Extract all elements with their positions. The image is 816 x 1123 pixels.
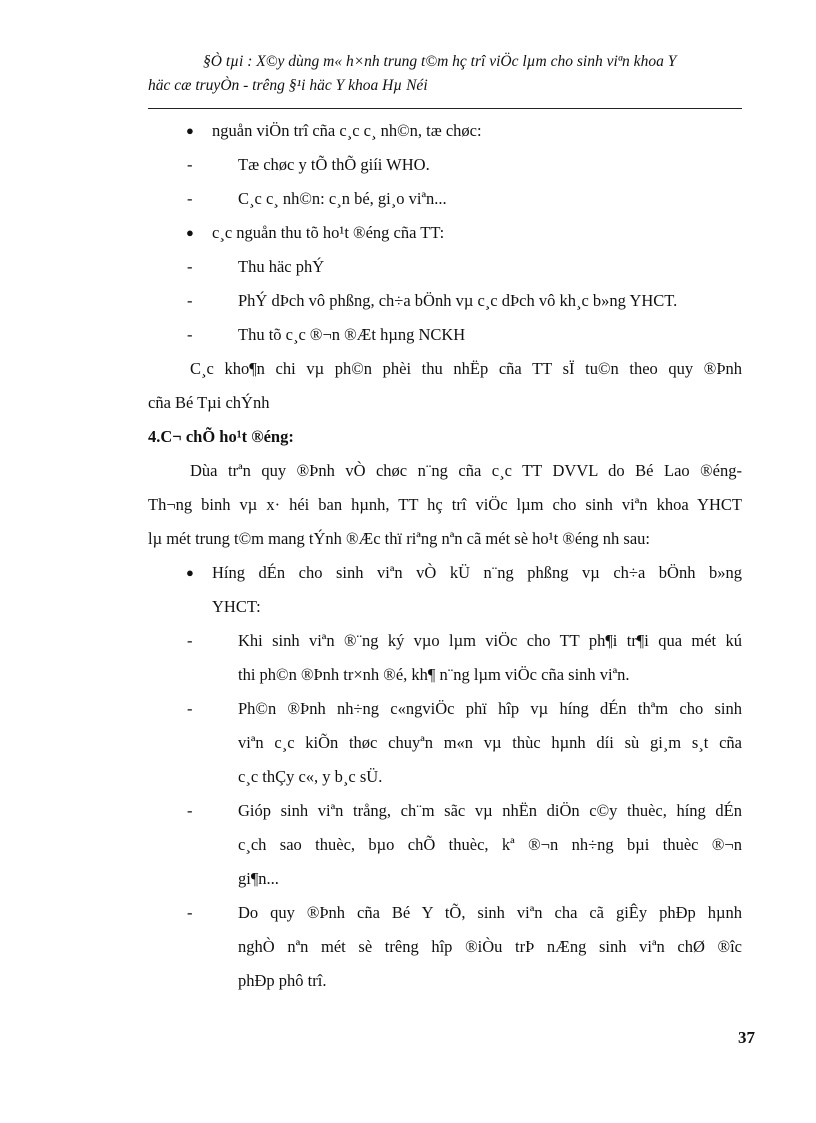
text-line [148, 624, 742, 658]
line-text: lµ mét trung t©m mang tÝnh ®Æc thï riªng nªn cã mét sè ho¹t ®éng nh sau: [148, 529, 651, 548]
bullet-icon: ● [186, 123, 194, 138]
text-line [148, 794, 742, 828]
line-text: Do quy ®Þnh cña Bé Y tÕ, sinh viªn cha cã giÊy phÐp hµnh [238, 903, 742, 922]
dash-marker: - [187, 155, 193, 174]
text-line [148, 488, 742, 522]
text-line [148, 896, 742, 930]
text-line [148, 522, 742, 556]
line-text: c¸c thÇy c«, y b¸c sÜ. [238, 767, 383, 786]
running-header [148, 50, 738, 98]
text-line [148, 726, 742, 760]
text-line [148, 828, 742, 862]
text-line [148, 318, 742, 352]
dash-marker: - [187, 631, 193, 650]
line-text: Th¬ng binh vµ x· héi ban hµnh, TT hç trî viÖc lµm cho sinh viªn khoa YHCT [148, 495, 742, 514]
line-text: Dùa trªn quy ®Þnh vÒ chøc n¨ng cña c¸c TT DVVL do Bé Lao ®éng- [190, 461, 742, 480]
page-body [148, 114, 742, 998]
line-text: gi¶n... [238, 869, 279, 888]
text-line [148, 386, 742, 420]
header-rule [148, 108, 742, 109]
text-line [148, 250, 742, 284]
text-line [148, 148, 742, 182]
text-line [148, 556, 742, 590]
text-line [148, 352, 742, 386]
line-text: Thu tõ c¸c ®¬n ®Æt hµng NCKH [238, 325, 466, 344]
line-text: PhÝ dÞch vô phßng, ch÷a bÖnh vµ c¸c dÞch vô kh¸c b»ng YHCT. [238, 291, 678, 310]
page-number: 37 [738, 1028, 755, 1047]
text-line [148, 284, 742, 318]
line-text: nghÒ nªn mét sè trêng hîp ®iÒu trÞ nÆng sinh viªn chØ ®îc [238, 937, 742, 956]
text-line [148, 590, 742, 624]
text-line [148, 692, 742, 726]
bullet-icon: ● [186, 565, 194, 580]
dash-marker: - [187, 903, 193, 922]
line-text: Ph©n ®Þnh nh÷ng c«ngviÖc phï hîp vµ híng dÉn thªm cho sinh [238, 699, 742, 718]
line-text: Khi sinh viªn ®¨ng ký vµo lµm viÖc cho TT ph¶i tr¶i qua mét kú [238, 631, 742, 650]
text-line [148, 862, 742, 896]
line-text: C¸c c¸ nh©n: c¸n bé, gi¸o viªn... [238, 189, 447, 208]
dash-marker: - [187, 801, 193, 820]
line-text: nguån viÖn trî cña c¸c c¸ nh©n, tæ chøc: [212, 121, 482, 140]
line-text: Híng dÉn cho sinh viªn vÒ kÜ n¨ng phßng vµ ch÷a bÖnh b»ng [212, 563, 742, 582]
text-line [148, 658, 742, 692]
header-line-1: §Ò tµi : X©y dùng m« h×nh trung t©m hç trî viÖc lµm cho sinh viªn khoa Y [203, 53, 677, 70]
line-text: c¸c nguån thu tõ ho¹t ®éng cña TT: [212, 223, 445, 242]
line-text: cña Bé Tµi chÝnh [148, 393, 270, 412]
line-text: viªn c¸c kiÕn thøc chuyªn m«n vµ thùc hµnh díi sù gi¸m s¸t cña [238, 733, 742, 752]
header-line-2: häc cæ truyÒn - trêng §¹i häc Y khoa Hµ Néi [148, 77, 428, 94]
line-text: YHCT: [212, 597, 261, 616]
text-line [148, 760, 742, 794]
text-line [148, 216, 742, 250]
line-text: Thu häc phÝ [238, 257, 325, 276]
line-text: C¸c kho¶n chi vµ ph©n phèi thu nhËp cña TT sÏ tu©n theo quy ®Þnh [190, 359, 742, 378]
text-line [148, 114, 742, 148]
dash-marker: - [187, 325, 193, 344]
dash-marker: - [187, 257, 193, 276]
line-text: 4.C¬ chÕ ho¹t ®éng: [148, 427, 294, 446]
text-line [148, 930, 742, 964]
dash-marker: - [187, 699, 193, 718]
text-line [148, 964, 742, 998]
dash-marker: - [187, 189, 193, 208]
bullet-icon: ● [186, 225, 194, 240]
line-text: Gióp sinh viªn trång, ch¨m sãc vµ nhËn diÖn c©y thuèc, híng dÉn [238, 801, 742, 820]
line-text: Tæ chøc y tÕ thÕ giíi WHO. [238, 155, 430, 174]
line-text: thi ph©n ®Þnh tr×nh ®é, kh¶ n¨ng lµm viÖc cña sinh viªn. [238, 665, 630, 684]
line-text: c¸ch sao thuèc, bµo chÕ thuèc, kª ®¬n nh÷ng bµi thuèc ®¬n [238, 835, 742, 854]
text-line [148, 454, 742, 488]
line-text: phÐp phô trî. [238, 971, 327, 990]
text-line [148, 182, 742, 216]
dash-marker: - [187, 291, 193, 310]
section-heading [148, 420, 742, 454]
